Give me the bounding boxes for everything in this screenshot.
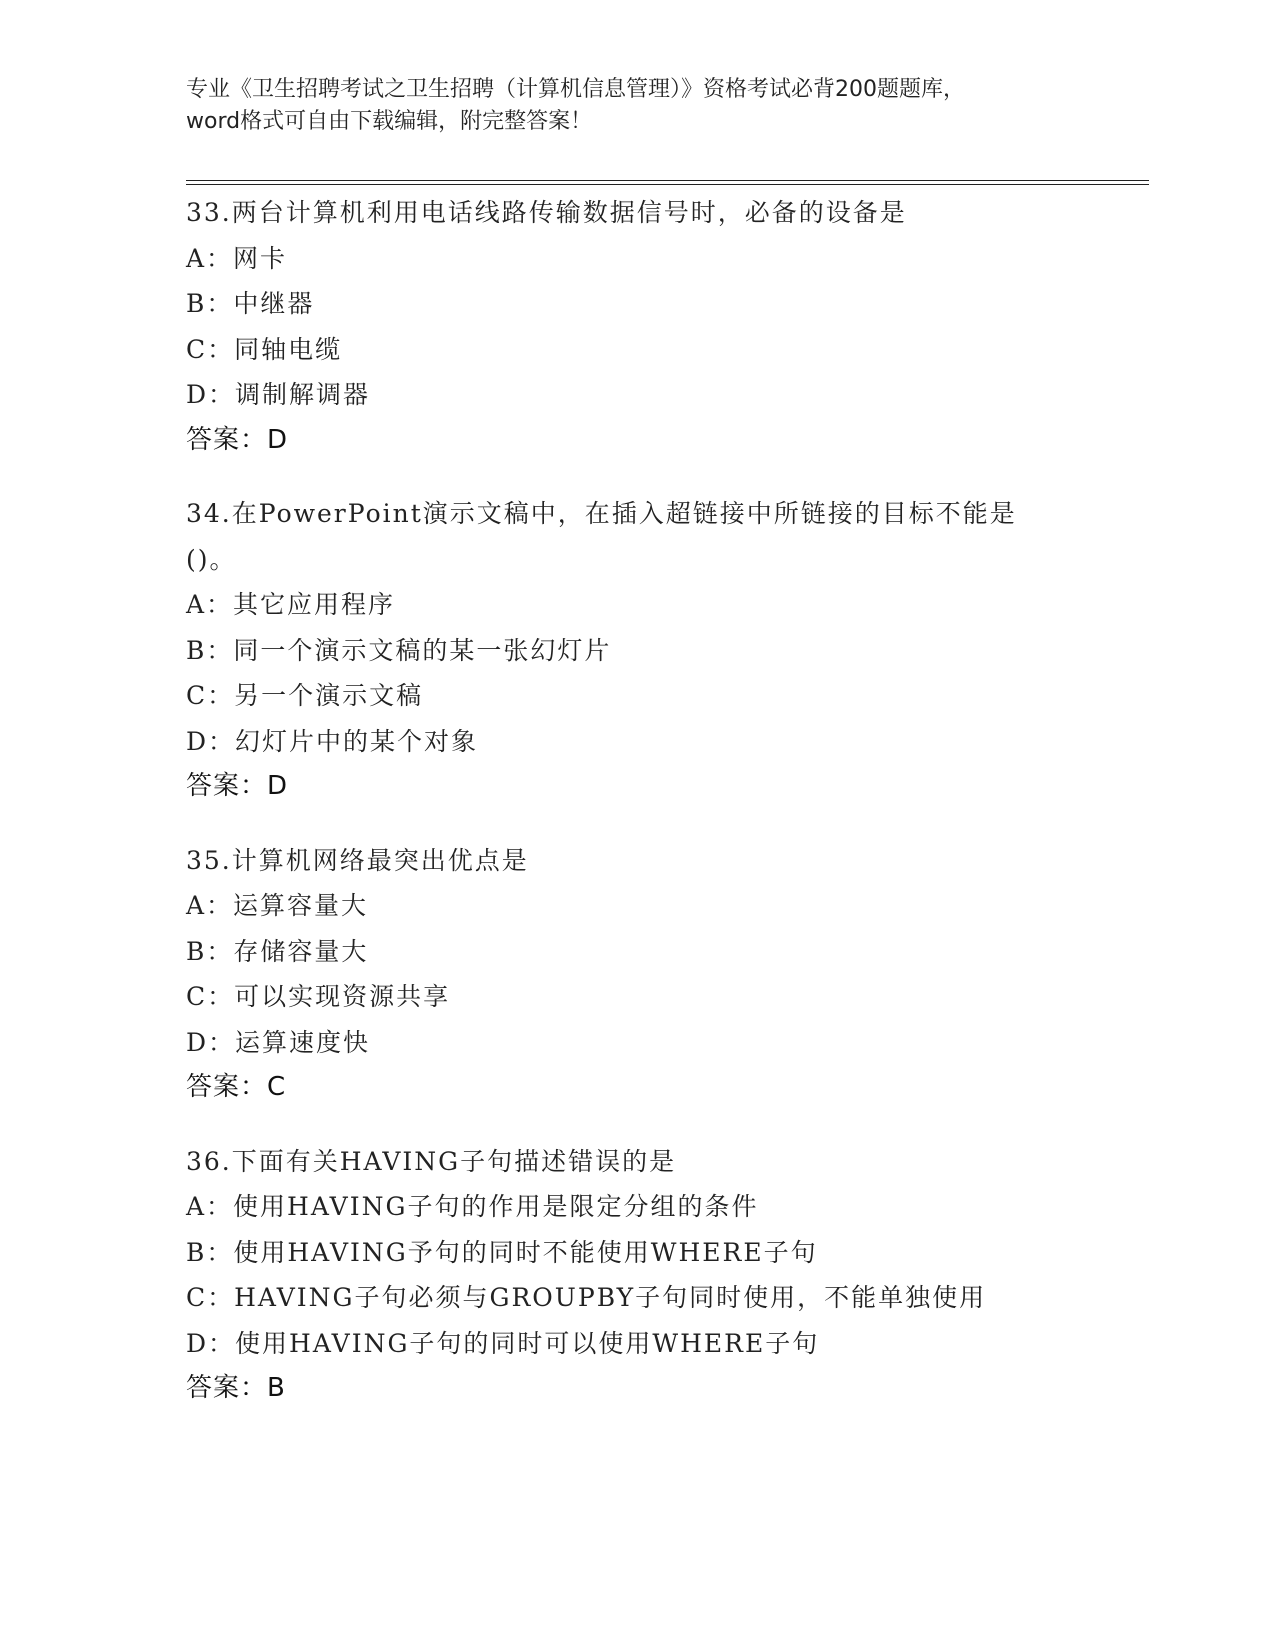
option-b: B：使用HAVING予句的同时不能使用WHERE子句 bbox=[186, 1237, 818, 1267]
question-36 bbox=[186, 1139, 1086, 1412]
question-33 bbox=[186, 190, 1086, 463]
question-35 bbox=[186, 838, 1086, 1111]
option-c: C：同轴电缆 bbox=[186, 334, 343, 364]
option-a: A：运算容量大 bbox=[186, 891, 369, 920]
header-divider-bottom bbox=[186, 184, 1149, 185]
option-a: A：网卡 bbox=[186, 243, 288, 273]
question-stem: 36.下面有关HAVING子句描述错误的是 bbox=[186, 1146, 677, 1176]
option-a: A：其它应用程序 bbox=[186, 590, 396, 619]
question-34 bbox=[186, 491, 1086, 810]
question-stem: 33.两台计算机利用电话线路传输数据信号时，必备的设备是 bbox=[186, 198, 907, 227]
option-b: B：同一个演示文稿的某一张幻灯片 bbox=[186, 635, 612, 665]
answer-label: 答案：D bbox=[186, 424, 289, 455]
option-a: A：使用HAVING子句的作用是限定分组的条件 bbox=[186, 1192, 759, 1221]
answer-label: 答案：B bbox=[186, 1373, 286, 1403]
option-d: D：幻灯片中的某个对象 bbox=[186, 726, 479, 756]
option-c: C：可以实现资源共享 bbox=[186, 982, 451, 1011]
option-d: D：运算速度快 bbox=[186, 1027, 371, 1057]
header-line-2: word格式可自由下载编辑，附完整答案！ bbox=[186, 109, 593, 134]
header-divider-top bbox=[186, 180, 1149, 181]
question-stem-line-1: 34.在PowerPoint演示文稿中，在插入超链接中所链接的目标不能是 bbox=[186, 499, 1017, 528]
option-b: B：中继器 bbox=[186, 289, 315, 318]
question-stem-line-2: ()。 bbox=[186, 544, 237, 574]
option-b: B：存储容量大 bbox=[186, 936, 369, 966]
header-line-1: 专业《卫生招聘考试之卫生招聘（计算机信息管理）》资格考试必背200题题库， bbox=[186, 77, 965, 102]
option-c: C：另一个演示文稿 bbox=[186, 681, 424, 710]
option-d: D：使用HAVING子句的同时可以使用WHERE子句 bbox=[186, 1328, 820, 1358]
answer-label: 答案：D bbox=[186, 771, 289, 801]
answer-label: 答案：C bbox=[186, 1072, 287, 1102]
option-d: D：调制解调器 bbox=[186, 380, 371, 409]
question-list bbox=[186, 190, 1086, 1440]
option-c: C：HAVING子句必须与GROUPBY子句同时使用，不能单独使用 bbox=[186, 1283, 987, 1312]
document-header bbox=[186, 74, 1086, 138]
question-stem: 35.计算机网络最突出优点是 bbox=[186, 845, 529, 875]
